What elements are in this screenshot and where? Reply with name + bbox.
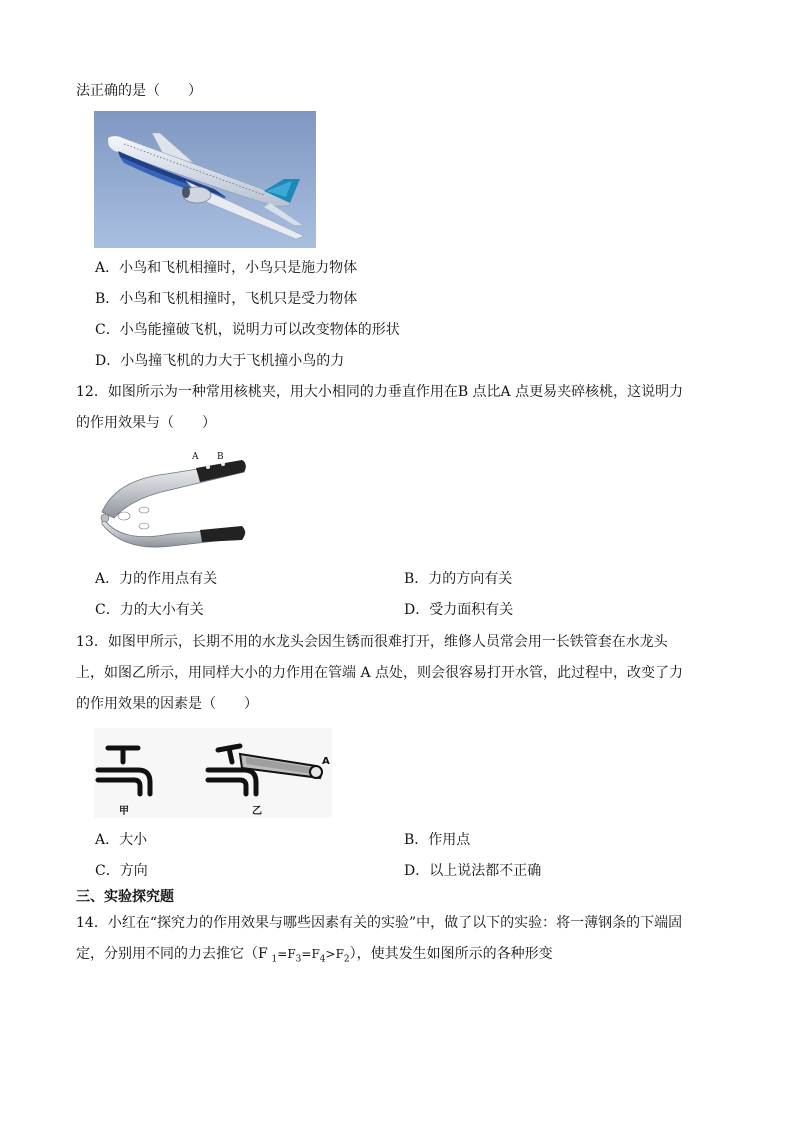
q14-stem-line2-prefix: 定，分别用不同的力去推它（F	[76, 946, 268, 962]
nutcracker-label-b: B	[217, 452, 224, 462]
q13-stem-line3: 的作用效果的因素是（ ）	[76, 696, 258, 712]
q12-stem-line1: 12．如图所示为一种常用核桃夹，用大小相同的力垂直作用在B 点比A 点更易夹碎核桃，这说明力	[76, 384, 684, 400]
nutcracker-label-a: A	[192, 452, 199, 462]
section-title-experiment: 三、实验探究题	[76, 889, 174, 905]
q11-option-b: B．小鸟和飞机相撞时，飞机只是受力物体	[95, 291, 358, 307]
q12-option-c: C．力的大小有关	[95, 602, 204, 618]
q13-stem-line2: 上，如图乙所示，用同样大小的力作用在管端 A 点处，则会很容易打开水管，此过程中，改变了力	[76, 665, 684, 681]
q14-stem-line1: 14．小红在“探究力的作用效果与哪些因素有关的实验”中，做了以下的实验：将一薄钢条的下端固	[76, 915, 683, 931]
q12-option-a: A．力的作用点有关	[95, 571, 218, 587]
q14-stem-line2: 定，分别用不同的力去推它（F $_1=F_3=F_4>F_2$），使其发生如图所示的各种形变	[76, 946, 553, 965]
faucet-figure	[94, 728, 332, 818]
nutcracker-figure	[96, 446, 252, 554]
q13-option-d: D．以上说法都不正确	[404, 863, 542, 879]
q13-stem-line1: 13．如图甲所示，长期不用的水龙头会因生锈而很难打开，维修人员常会用一长铁管套在水龙头	[76, 634, 668, 650]
q13-option-b: B．作用点	[404, 832, 471, 848]
faucet-label-jia: 甲	[119, 806, 129, 817]
q12-option-b: B．力的方向有关	[404, 571, 513, 587]
q11-option-c: C．小鸟能撞破飞机，说明力可以改变物体的形状	[95, 322, 400, 338]
q13-option-c: C．方向	[95, 863, 148, 879]
q12-option-d: D．受力面积有关	[404, 602, 514, 618]
faucet-label-yi: 乙	[252, 806, 262, 817]
q13-option-a: A．大小	[95, 832, 148, 848]
q11-stem: 法正确的是（ ）	[76, 83, 202, 99]
airplane-photo	[94, 111, 316, 248]
q12-stem-line2: 的作用效果与（ ）	[76, 415, 216, 431]
q14-stem-line2-suffix: ），使其发生如图所示的各种形变	[349, 946, 553, 962]
q11-option-a: A．小鸟和飞机相撞时，小鸟只是施力物体	[95, 260, 358, 276]
q11-option-d: D．小鸟撞飞机的力大于飞机撞小鸟的力	[95, 353, 345, 369]
pipe-label-a: A	[322, 756, 330, 767]
